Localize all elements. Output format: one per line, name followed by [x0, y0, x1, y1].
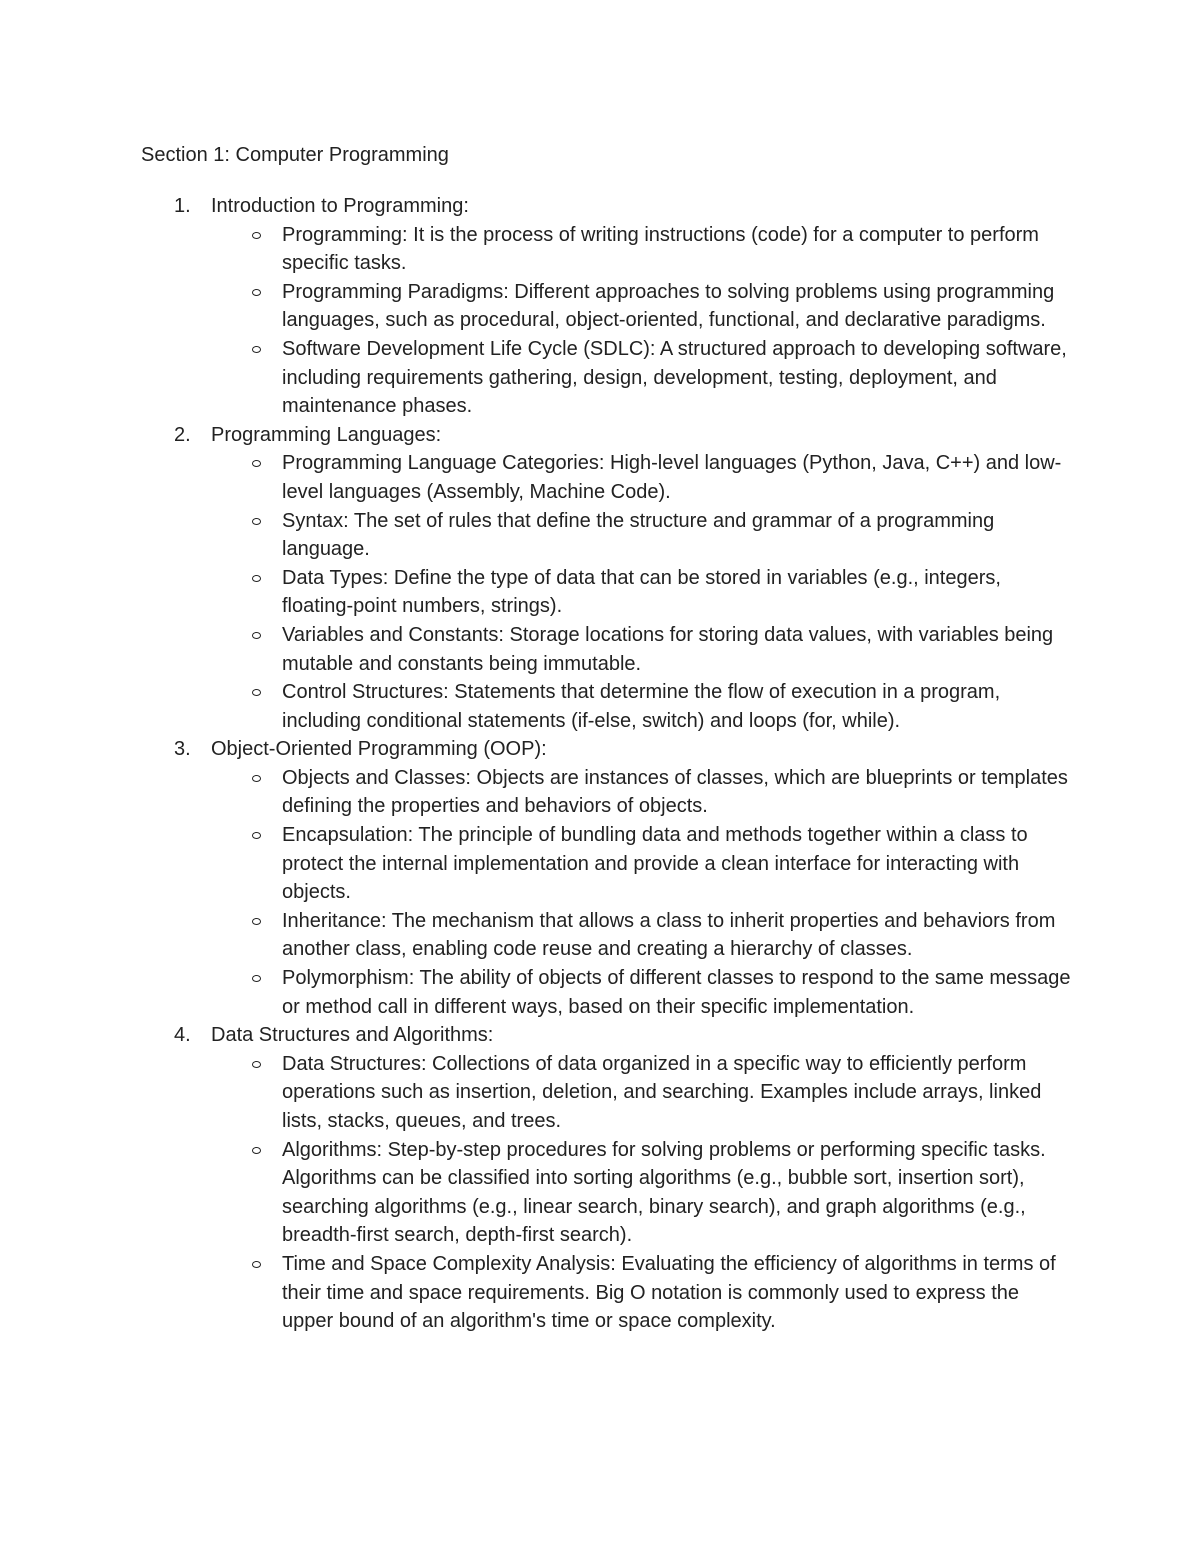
hollow-circle-bullet-icon — [252, 918, 261, 925]
subpoint-item — [211, 449, 1071, 506]
section-title: Section 1: Computer Programming — [141, 144, 449, 166]
subpoint-text: Software Development Life Cycle (SDLC): A structured approach to developing software, including requirements gathering, design, development, testing, deployment, and maintenance phases. — [282, 337, 1067, 418]
hollow-circle-bullet-icon — [252, 346, 261, 353]
topic-item — [141, 421, 1071, 736]
subpoint-item — [211, 1250, 1071, 1336]
subpoint-text: Inheritance: The mechanism that allows a class to inherit properties and behaviors from another class, enabling code reuse and creating a hierarchy of classes. — [282, 909, 1056, 961]
subpoint-text: Syntax: The set of rules that define the structure and grammar of a programming language. — [282, 509, 995, 561]
subpoint-text: Programming Language Categories: High-level languages (Python, Java, C++) and low-level languages (Assembly, Machine Code). — [282, 452, 1062, 503]
subpoint-item — [211, 564, 1071, 621]
subpoint-item — [211, 764, 1071, 821]
topic-item — [141, 192, 1071, 421]
hollow-circle-bullet-icon — [252, 575, 261, 582]
subpoint-text: Data Structures: Collections of data organized in a specific way to efficiently perform operations such as insertion, deletion, and searching. Examples include arrays, linked lists, stacks, queues, and trees. — [282, 1052, 1042, 1132]
topic-title: Introduction to Programming: — [211, 195, 469, 217]
subpoint-item — [211, 278, 1071, 335]
subpoint-text: Objects and Classes: Objects are instances of classes, which are blueprints or templates defining the properties and behaviors of objects. — [282, 766, 1068, 818]
topic-number: 4. — [174, 1024, 191, 1047]
hollow-circle-bullet-icon — [252, 975, 261, 982]
hollow-circle-bullet-icon — [252, 518, 261, 525]
subpoint-text: Time and Space Complexity Analysis: Evaluating the efficiency of algorithms in terms of their time and space requirements. Big O notation is commonly used to express the upper bound of an algorithm's time or space complexity. — [282, 1252, 1056, 1333]
topic-number: 3. — [174, 738, 191, 761]
subpoint-text: Variables and Constants: Storage locations for storing data values, with variables being mutable and constants being immutable. — [282, 623, 1054, 675]
subpoint-list — [211, 1050, 1071, 1336]
hollow-circle-bullet-icon — [252, 289, 261, 296]
subpoint-item — [211, 1136, 1071, 1250]
topic-title: Programming Languages: — [211, 423, 442, 446]
subpoint-text: Polymorphism: The ability of objects of different classes to respond to the same message or method call in different ways, based on their specific implementation. — [282, 967, 1071, 1018]
topic-number: 1. — [174, 195, 191, 217]
subpoint-item — [211, 964, 1071, 1021]
hollow-circle-bullet-icon — [252, 232, 261, 239]
hollow-circle-bullet-icon — [252, 632, 261, 639]
topic-title: Data Structures and Algorithms: — [211, 1024, 494, 1047]
hollow-circle-bullet-icon — [252, 832, 261, 839]
subpoint-text: Programming Paradigms: Different approaches to solving problems using programming languages, such as procedural, object-oriented, functional, and declarative paradigms. — [282, 280, 1055, 332]
hollow-circle-bullet-icon — [252, 1061, 261, 1068]
topic-item — [141, 1021, 1071, 1336]
hollow-circle-bullet-icon — [252, 1147, 261, 1154]
hollow-circle-bullet-icon — [252, 775, 261, 782]
topic-list — [141, 192, 1071, 1336]
topic-item — [141, 735, 1071, 1021]
topic-number: 2. — [174, 423, 191, 446]
subpoint-text: Control Structures: Statements that determine the flow of execution in a program, including conditional statements (if-else, switch) and loops (for, while). — [282, 681, 1001, 732]
subpoint-text: Encapsulation: The principle of bundling data and methods together within a class to protect the internal implementation and provide a clean interface for interacting with objects. — [282, 824, 1028, 904]
subpoint-item — [211, 221, 1071, 278]
subpoint-item — [211, 821, 1071, 907]
subpoint-item — [211, 1050, 1071, 1136]
hollow-circle-bullet-icon — [252, 460, 261, 467]
subpoint-item — [211, 335, 1071, 421]
subpoint-list — [211, 764, 1071, 1021]
hollow-circle-bullet-icon — [252, 1261, 261, 1268]
subpoint-text: Programming: It is the process of writing instructions (code) for a computer to perform specific tasks. — [282, 223, 1039, 275]
subpoint-item — [211, 678, 1071, 735]
subpoint-list — [211, 221, 1071, 421]
topic-title: Object-Oriented Programming (OOP): — [211, 738, 547, 761]
subpoint-list — [211, 449, 1071, 735]
subpoint-text: Algorithms: Step-by-step procedures for solving problems or performing specific tasks. Algorithms can be classified into sorting algorithms (e.g., bubble sort, insertion sort), searching algorithms (e.g., linear search, binary search), and graph algorithms (e.g., breadth-first search, depth-first search). — [282, 1138, 1046, 1247]
subpoint-item — [211, 507, 1071, 564]
subpoint-text: Data Types: Define the type of data that can be stored in variables (e.g., integers, floating-point numbers, strings). — [282, 566, 1001, 618]
subpoint-item — [211, 907, 1071, 964]
hollow-circle-bullet-icon — [252, 689, 261, 696]
subpoint-item — [211, 621, 1071, 678]
